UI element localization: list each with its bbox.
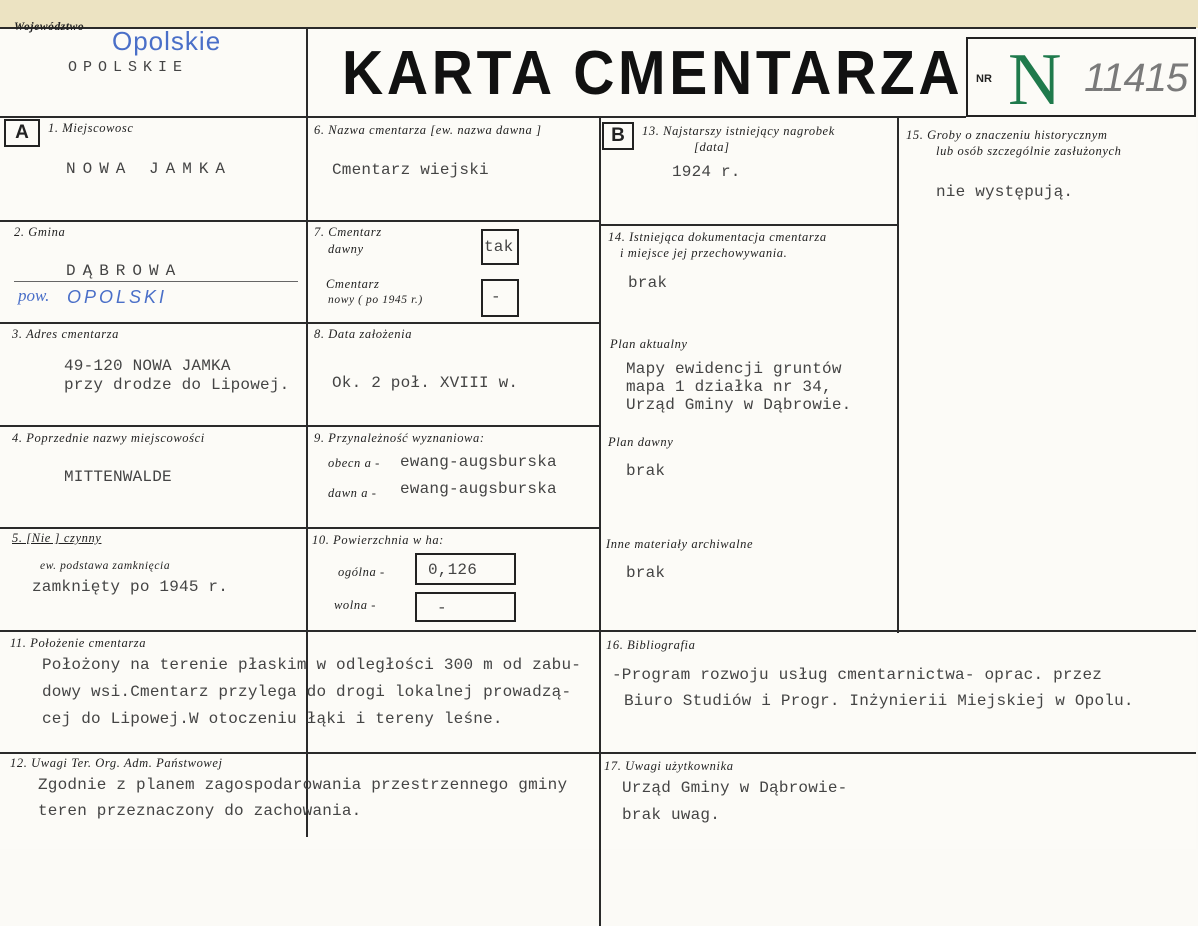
nowy-value: - [491,288,501,306]
field-11-line1: Położony na terenie płaskim w odległości 300 m od zabu- [42,656,582,674]
field-13-sublabel: [data] [694,140,730,154]
field-17-label: 17. Uwagi użytkownika [604,759,734,773]
field-11-line3: cej do Lipowej.W otoczeniu łąki i tereny leśne. [42,710,503,728]
wolna-box [415,592,516,622]
inne-label: Inne materiały archiwalne [606,537,754,551]
section-b-marker: B [602,122,634,150]
field-4-value: MITTENWALDE [64,468,172,486]
top-tape-strip [0,0,1198,28]
field-5-sublabel: ew. podstawa zamknięcia [40,560,171,572]
field-1-label: 1. Miejscowosc [48,121,134,135]
field-3-line2: przy drodze do Lipowej. [64,376,290,394]
field-13-label: 13. Najstarszy istniejący nagrobek [642,124,835,138]
field-11-line2: dowy wsi.Cmentarz przylega do drogi lokalnej prowadzą- [42,683,572,701]
rule [0,527,600,529]
cemetery-card [0,21,1196,849]
field-9-obecna-value: ewang-augsburska [400,453,557,471]
rule [0,322,600,324]
field-3-line1: 49-120 NOWA JAMKA [64,357,231,375]
plan-aktualny-line1: Mapy ewidencji gruntów [626,360,842,378]
field-8-label: 8. Data założenia [314,327,413,341]
field-14-label: 14. Istniejąca dokumentacja cmentarza [608,230,827,244]
field-10-ogolna-label: ogólna - [338,565,385,579]
rule [600,224,898,226]
plan-dawny-value: brak [626,462,666,480]
rule [0,752,1196,754]
nr-label: NR [976,73,992,85]
field-4-label: 4. Poprzednie nazwy miejscowości [12,431,205,445]
field-5-value: zamknięty po 1945 r. [32,578,229,596]
field-17-line1: Urząd Gminy w Dąbrowie- [622,779,848,797]
plan-aktualny-line2: mapa 1 działka nr 34, [626,378,832,396]
field-16-line2: Biuro Studiów i Progr. Inżynierii Miejskiej w Opolu. [624,692,1134,710]
dawny-value: tak [484,238,514,256]
field-9-dawna-value: ewang-augsburska [400,480,557,498]
rule [897,116,899,633]
field-16-label: 16. Bibliografia [606,638,696,652]
inne-value: brak [626,564,666,582]
wojewodztwo-value: OPOLSKIE [68,59,189,76]
plan-dawny-label: Plan dawny [608,435,674,449]
field-9-obecna-label: obecn a - [328,456,380,470]
field-2-label: 2. Gmina [14,225,66,239]
rule [14,281,298,282]
field-15-value: nie występują. [936,183,1074,201]
field-12-line1: Zgodnie z planem zagospodarowania przestrzennego gminy [38,776,568,794]
powiat-handwritten: pow. [18,286,50,305]
plan-aktualny-line3: Urząd Gminy w Dąbrowie. [626,396,852,414]
nr-number: 11415 [1084,56,1188,100]
wojewodztwo-label: Województwo [14,21,85,33]
field-14-sublabel: i miejsce jej przechowywania. [620,246,788,260]
field-15-sublabel: lub osób szczególnie zasłużonych [936,144,1122,158]
field-1-value: NOWA JAMKA [66,160,233,178]
rule [0,220,600,222]
field-7-dawny-label: dawny [328,242,364,256]
field-17-line2: brak uwag. [622,806,721,824]
field-9-dawna-label: dawn a - [328,486,377,500]
field-7-nowy-sublabel: nowy ( po 1945 r.) [328,294,423,306]
rule [0,630,1196,632]
field-15-label: 15. Groby o znaczeniu historycznym [906,128,1108,142]
field-12-label: 12. Uwagi Ter. Org. Adm. Państwowej [10,756,223,770]
field-16-line1: -Program rozwoju usług cmentarnictwa- oprac. przez [612,666,1103,684]
field-14-value: brak [628,274,668,292]
field-13-value: 1924 r. [672,163,741,181]
field-8-value: Ok. 2 poł. XVIII w. [332,374,519,392]
field-6-label: 6. Nazwa cmentarza [ew. nazwa dawna ] [314,123,542,137]
plan-aktualny-label: Plan aktualny [610,337,688,351]
rule [0,116,966,118]
field-11-label: 11. Położenie cmentarza [10,636,147,650]
field-10-wolna-value: - [437,599,447,617]
section-a-marker: A [4,119,40,147]
nr-letter: N [1008,39,1062,121]
rule [0,425,600,427]
wojewodztwo-stamp: Opolskie [112,26,222,56]
field-2-value: DĄBROWA [66,262,183,280]
field-10-label: 10. Powierzchnia w ha: [312,533,444,547]
card-title: KARTA CMENTARZA [342,39,964,108]
powiat-stamp: OPOLSKI [67,287,168,307]
field-3-label: 3. Adres cmentarza [12,327,119,341]
field-9-label: 9. Przynależność wyznaniowa: [314,431,485,445]
field-10-ogolna-value: 0,126 [428,561,478,579]
field-5-label: 5. [Nie ] czynny [12,531,102,545]
field-10-wolna-label: wolna - [334,598,377,612]
field-7-nowy-label: Cmentarz [326,277,380,291]
field-12-line2: teren przeznaczony do zachowania. [38,802,362,820]
field-7-label: 7. Cmentarz [314,225,382,239]
rule [599,116,601,926]
field-6-value: Cmentarz wiejski [332,161,489,179]
